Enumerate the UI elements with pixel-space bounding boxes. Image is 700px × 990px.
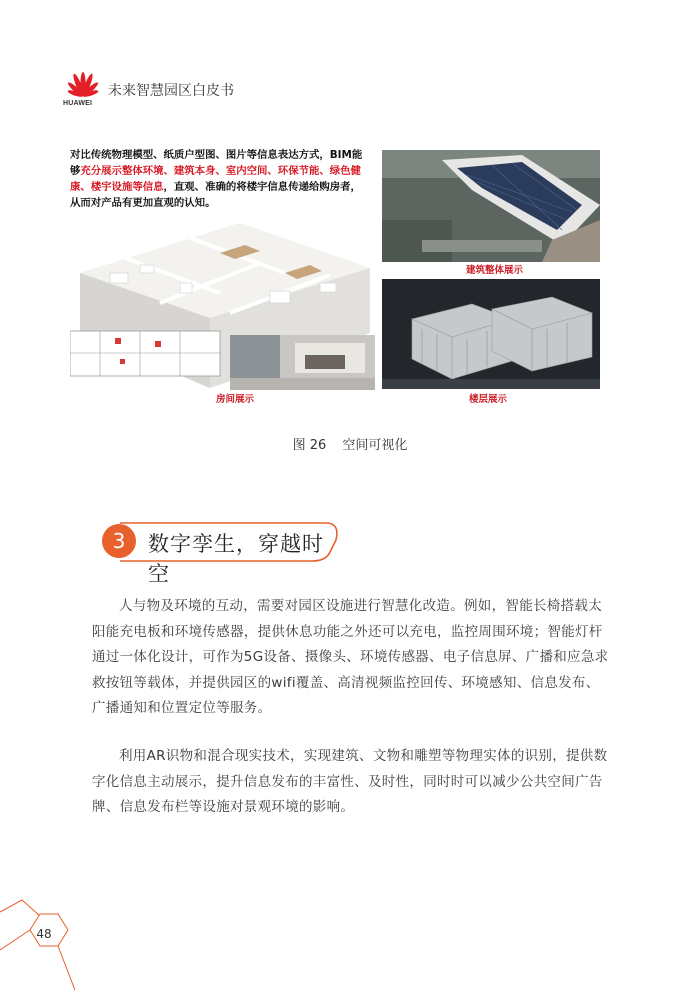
page-number: 48 [36, 927, 52, 941]
body-paragraph-1: 人与物及环境的互动，需要对园区设施进行智慧化改造。例如，智能长椅搭载太阳能充电板和环境传感器，提供休息功能之外还可以充电，监控周围环境；智能灯杆通过一体化设计，可作为5G设备、摄像头、环境传感器、电子信息屏、广播和应急求救按钮等载体，并提供园区的wifi覆盖、高清视频监控回传、环境感知、信息发布、广播通知和位置定位等服务。 [92, 598, 609, 716]
figure-intro-line [70, 195, 370, 211]
floor-caption: 楼层展示 [469, 394, 508, 405]
floor-model-image [382, 279, 600, 389]
building-caption: 建筑整体展示 [466, 265, 524, 276]
figure-caption [0, 434, 700, 453]
body-paragraph-2: 利用AR识物和混合现实技术，实现建筑、文物和雕塑等物理实体的识别，提供数字化信息主动展示，提升信息发布的丰富性、及时性，同时时可以减少公共空间广告牌、信息发布栏等设施对景观环境的影响。 [92, 748, 608, 815]
floorplan-illustration [70, 213, 375, 393]
document-title: 未来智慧园区白皮书 [108, 83, 234, 99]
intro-text-run: ，直观、准确的将楼宇信息传递给购房者， [163, 181, 361, 193]
room-caption: 房间展示 [216, 394, 255, 405]
figure-intro-line [70, 163, 370, 179]
figure-intro-line [70, 179, 370, 195]
figure-intro-line [70, 147, 370, 163]
footer-decoration [0, 890, 140, 990]
section-title: 数字孪生，穿越时空 [148, 532, 324, 586]
highlighted-text: 充分展示整体环境、建筑本身、室内空间、环保节能、绿色健 [80, 165, 361, 177]
figure-intro-text [70, 147, 370, 211]
intro-text-run: 够 [70, 165, 81, 177]
intro-text-run: 从而对产品有更加直观的认知。 [70, 197, 216, 209]
building-overview-image [382, 150, 600, 262]
brand-wordmark: HUAWEI [63, 100, 93, 107]
highlighted-text: 康、楼宇设施等信息 [70, 181, 164, 193]
section-heading [98, 520, 343, 586]
section-number: 3 [102, 524, 136, 558]
intro-text-run: 对比传统物理模型、纸质户型图、图片等信息表达方式，BIM能 [70, 149, 363, 161]
figure-title: 空间可视化 [342, 438, 408, 453]
figure-number: 图 26 [292, 438, 327, 453]
